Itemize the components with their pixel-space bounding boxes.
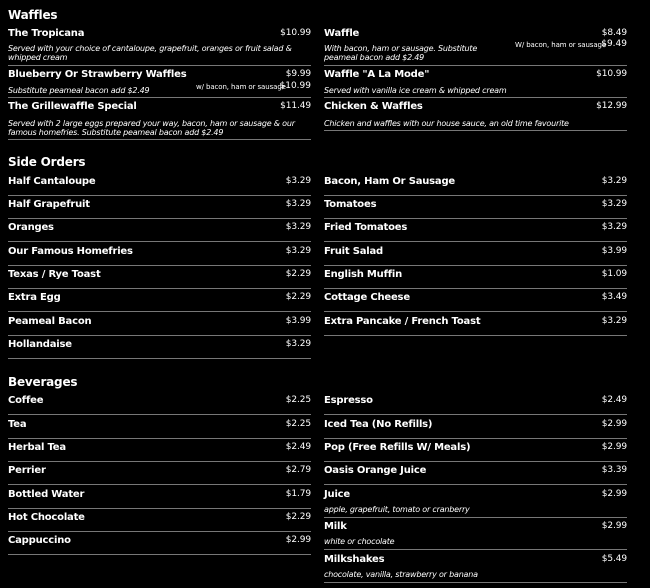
item-price: $2.79 bbox=[285, 465, 311, 475]
item-description: chocolate, vanilla, strawberry or banana bbox=[324, 570, 478, 579]
item-name: Blueberry Or Strawberry Waffles bbox=[8, 69, 187, 80]
item-name: Herbal Tea bbox=[8, 442, 66, 453]
section-title-side-orders: Side Orders bbox=[8, 155, 86, 169]
item-price: $2.49 bbox=[601, 395, 627, 405]
menu-item-chicken-waffles[interactable] bbox=[324, 101, 627, 131]
item-price: $9.99 bbox=[285, 69, 311, 79]
menu-item[interactable] bbox=[8, 316, 311, 336]
item-description: Served with 2 large eggs prepared your way, bacon, ham or sausage & our famous homefries. Substitute peameal bacon add $2.49 bbox=[8, 119, 295, 137]
item-description: Served with your choice of cantaloupe, grapefruit, oranges or fruit salad & whipped cream bbox=[8, 44, 292, 62]
item-price: $2.99 bbox=[601, 442, 627, 452]
item-option-price: $9.49 bbox=[601, 39, 627, 49]
item-price: $2.99 bbox=[285, 535, 311, 545]
item-name: Half Grapefruit bbox=[8, 199, 90, 210]
menu-item[interactable] bbox=[8, 465, 311, 485]
item-name: Extra Egg bbox=[8, 292, 61, 303]
menu-item[interactable] bbox=[8, 535, 311, 555]
item-price: $2.25 bbox=[285, 395, 311, 405]
menu-item[interactable] bbox=[324, 554, 627, 583]
menu-item[interactable] bbox=[324, 269, 627, 289]
section-title-beverages: Beverages bbox=[8, 375, 78, 389]
item-name: English Muffin bbox=[324, 269, 403, 280]
menu-item-blueberry-strawberry-waffles[interactable] bbox=[8, 69, 311, 98]
item-price: $3.99 bbox=[601, 246, 627, 256]
item-name: Pop (Free Refills W/ Meals) bbox=[324, 442, 471, 453]
item-price: $10.99 bbox=[280, 28, 311, 38]
item-description: Chicken and waffles with our house sauce, an old time favourite bbox=[324, 119, 569, 128]
item-price: $3.39 bbox=[601, 465, 627, 475]
item-price: $3.29 bbox=[285, 339, 311, 349]
item-name: Cappuccino bbox=[8, 535, 71, 546]
item-name: Fried Tomatoes bbox=[324, 222, 408, 233]
item-name: Hot Chocolate bbox=[8, 512, 85, 523]
menu-item[interactable] bbox=[324, 419, 627, 439]
menu-item[interactable] bbox=[8, 512, 311, 532]
item-price: $3.29 bbox=[601, 316, 627, 326]
menu-item-waffle-a-la-mode[interactable] bbox=[324, 69, 627, 98]
item-name: Half Cantaloupe bbox=[8, 176, 96, 187]
item-price: $5.49 bbox=[601, 554, 627, 564]
item-price: $2.49 bbox=[285, 442, 311, 452]
item-price: $2.99 bbox=[601, 419, 627, 429]
item-option: W/ bacon, ham or sausage bbox=[515, 41, 607, 49]
item-description: apple, grapefruit, tomato or cranberry bbox=[324, 505, 470, 514]
menu-item[interactable] bbox=[324, 316, 627, 336]
menu-item-waffle[interactable] bbox=[324, 28, 627, 66]
item-name: Oasis Orange Juice bbox=[324, 465, 427, 476]
item-price: $1.09 bbox=[601, 269, 627, 279]
item-price: $3.29 bbox=[601, 222, 627, 232]
menu-item[interactable] bbox=[8, 419, 311, 439]
item-name: Waffle "A La Mode" bbox=[324, 69, 430, 80]
menu-item[interactable] bbox=[8, 246, 311, 266]
item-name: Tomatoes bbox=[324, 199, 377, 210]
item-price: $2.29 bbox=[285, 292, 311, 302]
item-description: white or chocolate bbox=[324, 537, 395, 546]
menu-item[interactable] bbox=[324, 489, 627, 518]
item-price: $10.99 bbox=[596, 69, 627, 79]
item-price: $2.29 bbox=[285, 512, 311, 522]
menu-item[interactable] bbox=[8, 489, 311, 509]
menu-item-grillewaffle-special[interactable] bbox=[8, 101, 311, 140]
item-price: $2.99 bbox=[601, 521, 627, 531]
item-name: Extra Pancake / French Toast bbox=[324, 316, 481, 327]
item-name: Fruit Salad bbox=[324, 246, 384, 257]
item-name: Oranges bbox=[8, 222, 54, 233]
menu-item[interactable] bbox=[324, 222, 627, 242]
item-name: Tea bbox=[8, 419, 27, 430]
menu-item[interactable] bbox=[8, 339, 311, 359]
item-price: $2.29 bbox=[285, 269, 311, 279]
item-price: $3.29 bbox=[601, 199, 627, 209]
item-price: $8.49 bbox=[601, 28, 627, 38]
menu-item[interactable] bbox=[8, 222, 311, 242]
menu-item[interactable] bbox=[324, 521, 627, 550]
item-price: $3.29 bbox=[285, 176, 311, 186]
item-name: Our Famous Homefries bbox=[8, 246, 133, 257]
item-name: The Grillewaffle Special bbox=[8, 101, 137, 112]
item-price: $3.29 bbox=[285, 199, 311, 209]
item-price: $3.29 bbox=[285, 222, 311, 232]
item-description: Served with vanilla ice cream & whipped cream bbox=[324, 86, 507, 95]
item-name: Bottled Water bbox=[8, 489, 85, 500]
item-price: $3.29 bbox=[601, 176, 627, 186]
item-price: $11.49 bbox=[280, 101, 311, 111]
menu-item[interactable] bbox=[8, 199, 311, 219]
menu-item[interactable] bbox=[8, 176, 311, 196]
item-name: Coffee bbox=[8, 395, 44, 406]
item-name: Chicken & Waffles bbox=[324, 101, 423, 112]
menu-item[interactable] bbox=[324, 465, 627, 485]
menu-item[interactable] bbox=[8, 442, 311, 462]
item-name: Espresso bbox=[324, 395, 373, 406]
item-name: Hollandaise bbox=[8, 339, 72, 350]
item-name: Iced Tea (No Refills) bbox=[324, 419, 433, 430]
item-name: Milkshakes bbox=[324, 554, 385, 565]
menu-item[interactable] bbox=[8, 292, 311, 312]
menu-item[interactable] bbox=[324, 395, 627, 415]
item-price: $1.79 bbox=[285, 489, 311, 499]
item-name: Peameal Bacon bbox=[8, 316, 92, 327]
section-title-waffles: Waffles bbox=[8, 8, 58, 22]
item-name: The Tropicana bbox=[8, 28, 85, 39]
item-price: $2.99 bbox=[601, 489, 627, 499]
menu-item[interactable] bbox=[8, 395, 311, 415]
menu-item[interactable] bbox=[324, 176, 627, 196]
item-name: Bacon, Ham Or Sausage bbox=[324, 176, 456, 187]
item-price: $12.99 bbox=[596, 101, 627, 111]
menu-item[interactable] bbox=[324, 246, 627, 266]
item-name: Milk bbox=[324, 521, 347, 532]
item-price: $3.99 bbox=[285, 316, 311, 326]
menu-item-tropicana[interactable] bbox=[8, 28, 311, 66]
menu-item[interactable] bbox=[324, 292, 627, 312]
item-name: Juice bbox=[324, 489, 350, 500]
item-price: $3.49 bbox=[601, 292, 627, 302]
item-option-price: $10.99 bbox=[279, 81, 311, 91]
item-name: Perrier bbox=[8, 465, 46, 476]
menu-item[interactable] bbox=[324, 199, 627, 219]
item-name: Texas / Rye Toast bbox=[8, 269, 101, 280]
item-description: Substitute peameal bacon add $2.49 bbox=[8, 86, 150, 95]
item-price: $3.29 bbox=[285, 246, 311, 256]
item-description: With bacon, ham or sausage. Substitute peameal bacon add $2.49 bbox=[324, 44, 478, 62]
item-name: Cottage Cheese bbox=[324, 292, 410, 303]
menu-item[interactable] bbox=[8, 269, 311, 289]
item-option: w/ bacon, ham or sausage bbox=[196, 83, 286, 91]
item-price: $2.25 bbox=[285, 419, 311, 429]
menu-item[interactable] bbox=[324, 442, 627, 462]
item-name: Waffle bbox=[324, 28, 360, 39]
